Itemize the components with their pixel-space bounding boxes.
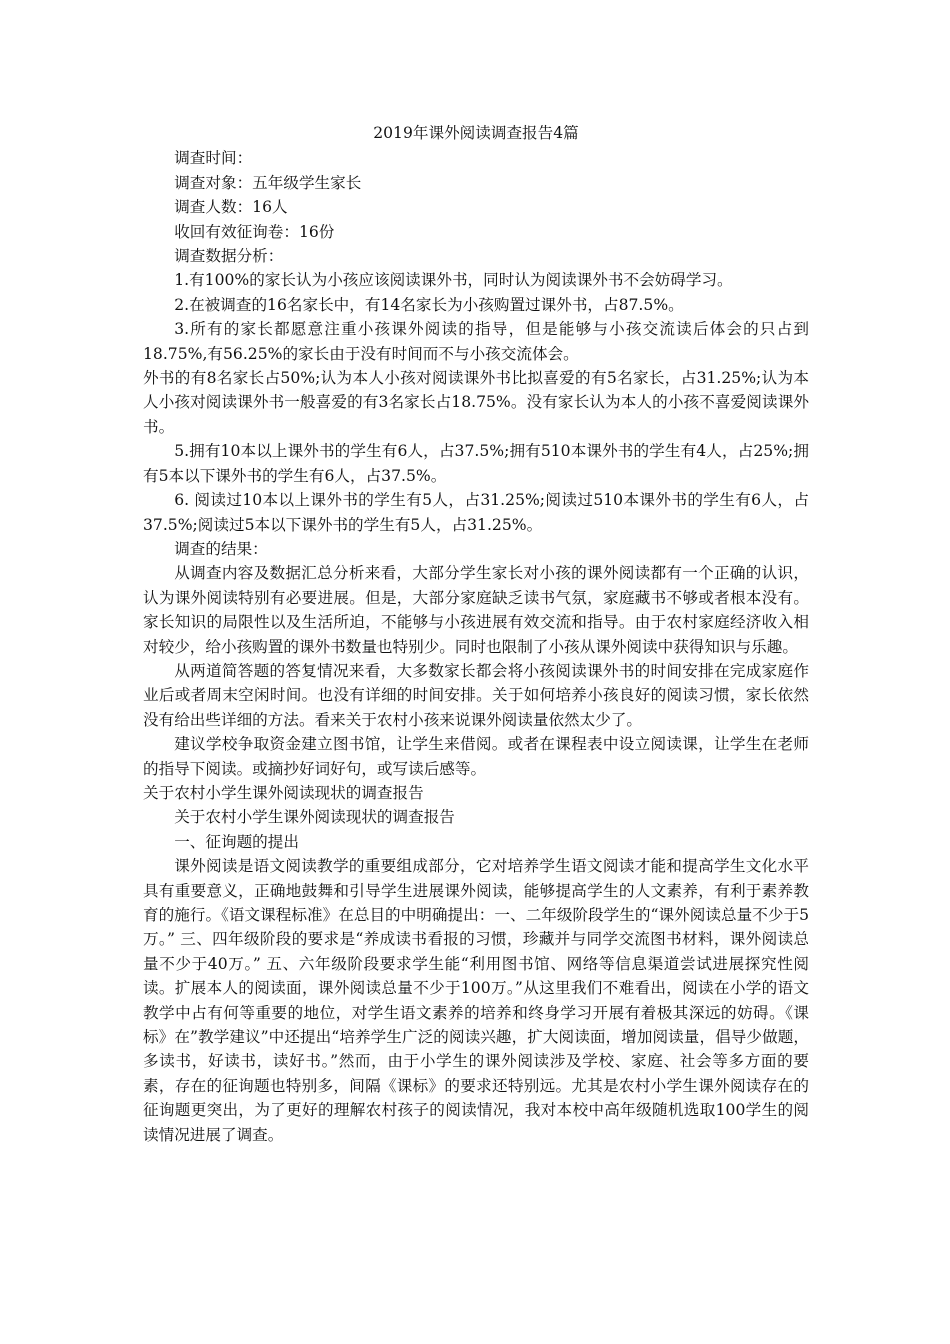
- paragraph: 从两道简答题的答复情况来看，大多数家长都会将小孩阅读课外书的时间安排在完成家庭作业后或者周末空闲时间。也没有详细的时间安排。关于如何培养小孩良好的阅读习惯，家长依然没有给出些详细的方法。看来关于农村小孩来说课外阅读量依然太少了。: [143, 661, 809, 729]
- paragraph: 一、征询题的提出: [174, 832, 299, 851]
- paragraph: 调查人数：16人: [174, 198, 288, 217]
- paragraph: 调查的结果：: [174, 539, 268, 558]
- paragraph: 5.拥有10本以上课外书的学生有6人，占37.5%;拥有510本课外书的学生有4人，占25%;拥有5本以下课外书的学生有6人，占37.5%。: [143, 442, 809, 485]
- paragraph: 2.在被调查的16名家长中，有14名家长为小孩购置过课外书，占87.5%。: [174, 295, 684, 314]
- paragraph: 关于农村小学生课外阅读现状的调查报告: [143, 783, 424, 802]
- paragraph: 1.有100%的家长认为小孩应该阅读课外书，同时认为阅读课外书不会妨碍学习。: [174, 271, 733, 290]
- paragraph: 建议学校争取资金建立图书馆，让学生来借阅。或者在课程表中设立阅读课，让学生在老师的指导下阅读。或摘抄好词好句，或写读后感等。: [143, 735, 809, 778]
- document-title: 2019年课外阅读调查报告4篇: [373, 124, 579, 142]
- paragraph: 3.所有的家长都愿意注重小孩课外阅读的指导，但是能够与小孩交流读后体会的只占到18.75%,有56.25%的家长由于没有时间而不与小孩交流体会。: [143, 320, 809, 363]
- paragraph: 外书的有8名家长占50%;认为本人小孩对阅读课外书比拟喜爱的有5名家长，占31.25%;认为本人小孩对阅读课外书一般喜爱的有3名家长占18.75%。没有家长认为本人的小孩不喜爱阅读课外书。: [143, 369, 809, 436]
- paragraph: 调查数据分析：: [174, 247, 284, 266]
- paragraph: 调查时间：: [174, 149, 253, 168]
- paragraph: 课外阅读是语文阅读教学的重要组成部分，它对培养学生语文阅读才能和提高学生文化水平具有重要意义，正确地鼓舞和引导学生进展课外阅读，能够提高学生的人文素养，有利于素养教育的施行。《语文课程标准》在总目的中明确提出：一、二年级阶段学生的“课外阅读总量不少于5万。” 三、四年级阶段的要求是“养成读书看报的习惯，珍藏并与同学交流图书材料，课外阅读总量不少于40万。” 五、六年级阶段要求学生能“利用图书馆、网络等信息渠道尝试进展探究性阅读。扩展本人的阅读面，课外阅读总量不少于100万。”从这里我们不难看出，阅读在小学的语文教学中占有何等重要的地位，对学生语文素养的培养和终身学习开展有着极其深远的妨碍。《课标》在”教学建议”中还提出“培养学生广泛的阅读兴趣，扩大阅读面，增加阅读量，倡导少做题，多读书，好读书，读好书。”然而，由于小学生的课外阅读涉及学校、家庭、社会等多方面的要素，存在的征询题也特别多，间隔《课标》的要求还特别远。尤其是农村小学生课外阅读存在的征询题更突出，为了更好的理解农村孩子的阅读情况，我对本校中高年级随机选取100学生的阅读情况进展了调查。: [143, 857, 809, 1144]
- paragraph: 6. 阅读过10本以上课外书的学生有5人，占31.25%;阅读过510本课外书的学生有6人，占37.5%;阅读过5本以下课外书的学生有5人，占31.25%。: [143, 491, 809, 534]
- document-body: [143, 121, 809, 1147]
- paragraph: 收回有效征询卷：16份: [174, 222, 335, 241]
- paragraph-list: [143, 146, 809, 1147]
- paragraph: 关于农村小学生课外阅读现状的调查报告: [174, 808, 455, 827]
- paragraph: 从调查内容及数据汇总分析来看，大部分学生家长对小孩的课外阅读都有一个正确的认识，认为课外阅读特别有必要进展。但是，大部分家庭缺乏读书气氛，家庭藏书不够或者根本没有。家长知识的局限性以及生活所迫，不能够与小孩进展有效交流和指导。由于农村家庭经济收入相对较少，给小孩购置的课外书数量也特别少。同时也限制了小孩从课外阅读中获得知识与乐趣。: [143, 564, 809, 656]
- paragraph: 调查对象：五年级学生家长: [174, 173, 362, 192]
